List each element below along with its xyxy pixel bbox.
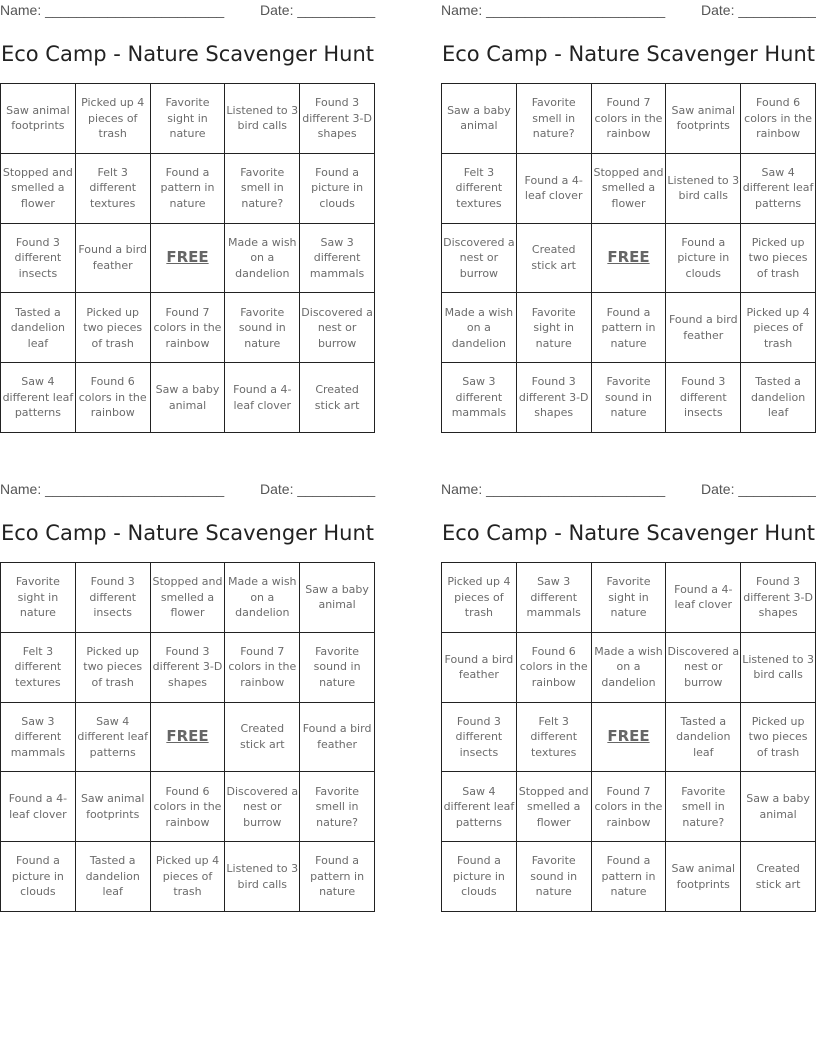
bingo-cell: Saw animal footprints xyxy=(666,842,741,912)
bingo-cell: Found a pattern in nature xyxy=(592,293,667,363)
bingo-cell: Favorite smell in nature? xyxy=(300,772,375,842)
bingo-cell: Stopped and smelled a flower xyxy=(592,154,667,224)
bingo-cell: Found 7 colors in the rainbow xyxy=(592,84,667,154)
bingo-cell: Saw 4 different leaf patterns xyxy=(76,703,151,773)
bingo-cell: Favorite sight in nature xyxy=(517,293,592,363)
bingo-cell: Picked up 4 pieces of trash xyxy=(151,842,226,912)
bingo-cell: Found a picture in clouds xyxy=(666,224,741,294)
card-header xyxy=(0,479,375,501)
bingo-cell: Found 3 different 3-D shapes xyxy=(517,363,592,433)
bingo-cell: Favorite sound in nature xyxy=(300,633,375,703)
bingo-cell: Picked up 4 pieces of trash xyxy=(741,293,816,363)
bingo-cell: Created stick art xyxy=(300,363,375,433)
bingo-card-4 xyxy=(441,479,816,919)
card-header xyxy=(441,479,816,501)
bingo-cell: Saw 3 different mammals xyxy=(517,563,592,633)
bingo-cell: Picked up two pieces of trash xyxy=(741,224,816,294)
bingo-cell: Favorite smell in nature? xyxy=(666,772,741,842)
bingo-cell: Saw 3 different mammals xyxy=(1,703,76,773)
date-field-label: Date: __________ xyxy=(260,481,376,497)
name-field-label: Name: _______________________ xyxy=(441,481,666,497)
card-title: Eco Camp - Nature Scavenger Hunt xyxy=(0,42,375,66)
bingo-cell: Tasted a dandelion leaf xyxy=(76,842,151,912)
card-title: Eco Camp - Nature Scavenger Hunt xyxy=(441,42,816,66)
bingo-cell: Listened to 3 bird calls xyxy=(225,84,300,154)
bingo-cell: Found a 4-leaf clover xyxy=(225,363,300,433)
bingo-cell: Felt 3 different textures xyxy=(517,703,592,773)
bingo-cell: Listened to 3 bird calls xyxy=(225,842,300,912)
bingo-grid xyxy=(441,562,816,912)
bingo-cell: Found 3 different 3-D shapes xyxy=(300,84,375,154)
bingo-cell: Saw 4 different leaf patterns xyxy=(442,772,517,842)
bingo-cell: Found 7 colors in the rainbow xyxy=(592,772,667,842)
bingo-cell: Picked up two pieces of trash xyxy=(741,703,816,773)
bingo-cell: Found 3 different 3-D shapes xyxy=(741,563,816,633)
bingo-cell: Found 6 colors in the rainbow xyxy=(76,363,151,433)
bingo-card-1 xyxy=(0,0,375,440)
bingo-cell: Tasted a dandelion leaf xyxy=(1,293,76,363)
bingo-cell: Felt 3 different textures xyxy=(76,154,151,224)
bingo-cell: Found a picture in clouds xyxy=(300,154,375,224)
bingo-cell: Found a 4-leaf clover xyxy=(517,154,592,224)
bingo-cell: Saw 4 different leaf patterns xyxy=(741,154,816,224)
bingo-cell: Made a wish on a dandelion xyxy=(442,293,517,363)
card-header xyxy=(0,0,375,22)
bingo-cell: Felt 3 different textures xyxy=(442,154,517,224)
bingo-cell: Stopped and smelled a flower xyxy=(1,154,76,224)
bingo-cell: Found 7 colors in the rainbow xyxy=(151,293,226,363)
bingo-cell: Saw 3 different mammals xyxy=(442,363,517,433)
bingo-cell: Favorite smell in nature? xyxy=(517,84,592,154)
free-space-cell: FREE xyxy=(592,703,667,773)
bingo-cell: Found 7 colors in the rainbow xyxy=(225,633,300,703)
bingo-cell: Listened to 3 bird calls xyxy=(741,633,816,703)
bingo-cell: Created stick art xyxy=(517,224,592,294)
bingo-cell: Picked up 4 pieces of trash xyxy=(442,563,517,633)
bingo-cell: Saw a baby animal xyxy=(151,363,226,433)
bingo-cell: Made a wish on a dandelion xyxy=(225,563,300,633)
bingo-cell: Found 6 colors in the rainbow xyxy=(151,772,226,842)
bingo-cell: Found a bird feather xyxy=(300,703,375,773)
bingo-cell: Found a pattern in nature xyxy=(592,842,667,912)
bingo-cell: Saw a baby animal xyxy=(442,84,517,154)
name-field-label: Name: _______________________ xyxy=(0,2,225,18)
bingo-cell: Found a pattern in nature xyxy=(151,154,226,224)
name-field-label: Name: _______________________ xyxy=(0,481,225,497)
bingo-cell: Found a pattern in nature xyxy=(300,842,375,912)
bingo-cell: Stopped and smelled a flower xyxy=(151,563,226,633)
bingo-cell: Made a wish on a dandelion xyxy=(592,633,667,703)
card-title: Eco Camp - Nature Scavenger Hunt xyxy=(441,521,816,545)
bingo-grid xyxy=(0,83,375,433)
bingo-card-2 xyxy=(441,0,816,440)
bingo-cell: Created stick art xyxy=(741,842,816,912)
bingo-cell: Found a bird feather xyxy=(76,224,151,294)
date-field-label: Date: __________ xyxy=(701,2,816,18)
bingo-cell: Discovered a nest or burrow xyxy=(225,772,300,842)
bingo-cell: Found 6 colors in the rainbow xyxy=(517,633,592,703)
bingo-cell: Stopped and smelled a flower xyxy=(517,772,592,842)
bingo-cell: Saw a baby animal xyxy=(300,563,375,633)
bingo-cell: Picked up two pieces of trash xyxy=(76,633,151,703)
bingo-cell: Saw animal footprints xyxy=(1,84,76,154)
bingo-cell: Found 6 colors in the rainbow xyxy=(741,84,816,154)
bingo-cell: Tasted a dandelion leaf xyxy=(741,363,816,433)
bingo-cell: Found 3 different 3-D shapes xyxy=(151,633,226,703)
bingo-cell: Saw 3 different mammals xyxy=(300,224,375,294)
bingo-cell: Picked up 4 pieces of trash xyxy=(76,84,151,154)
bingo-cell: Favorite sound in nature xyxy=(225,293,300,363)
free-space-cell: FREE xyxy=(592,224,667,294)
name-field-label: Name: _______________________ xyxy=(441,2,666,18)
bingo-cell: Found a picture in clouds xyxy=(1,842,76,912)
bingo-cell: Saw 4 different leaf patterns xyxy=(1,363,76,433)
free-space-cell: FREE xyxy=(151,703,226,773)
bingo-card-3 xyxy=(0,479,375,919)
bingo-cell: Found 3 different insects xyxy=(1,224,76,294)
bingo-cell: Discovered a nest or burrow xyxy=(300,293,375,363)
bingo-cell: Found a bird feather xyxy=(666,293,741,363)
bingo-cell: Favorite sound in nature xyxy=(592,363,667,433)
bingo-cell: Found a 4-leaf clover xyxy=(1,772,76,842)
card-header xyxy=(441,0,816,22)
bingo-grid xyxy=(0,562,375,912)
bingo-cell: Found a 4-leaf clover xyxy=(666,563,741,633)
bingo-cell: Discovered a nest or burrow xyxy=(442,224,517,294)
bingo-cell: Felt 3 different textures xyxy=(1,633,76,703)
bingo-cell: Found 3 different insects xyxy=(442,703,517,773)
bingo-cell: Saw animal footprints xyxy=(76,772,151,842)
date-field-label: Date: __________ xyxy=(701,481,816,497)
bingo-cell: Favorite sound in nature xyxy=(517,842,592,912)
bingo-cell: Created stick art xyxy=(225,703,300,773)
bingo-cell: Found 3 different insects xyxy=(76,563,151,633)
bingo-cell: Saw animal footprints xyxy=(666,84,741,154)
bingo-cell: Found a picture in clouds xyxy=(442,842,517,912)
bingo-cell: Favorite sight in nature xyxy=(1,563,76,633)
bingo-cell: Found a bird feather xyxy=(442,633,517,703)
bingo-cell: Favorite smell in nature? xyxy=(225,154,300,224)
bingo-grid xyxy=(441,83,816,433)
free-space-cell: FREE xyxy=(151,224,226,294)
bingo-cell: Saw a baby animal xyxy=(741,772,816,842)
bingo-cell: Made a wish on a dandelion xyxy=(225,224,300,294)
bingo-cell: Discovered a nest or burrow xyxy=(666,633,741,703)
bingo-cell: Favorite sight in nature xyxy=(592,563,667,633)
date-field-label: Date: __________ xyxy=(260,2,376,18)
bingo-cell: Picked up two pieces of trash xyxy=(76,293,151,363)
bingo-cell: Listened to 3 bird calls xyxy=(666,154,741,224)
bingo-cell: Tasted a dandelion leaf xyxy=(666,703,741,773)
bingo-cell: Found 3 different insects xyxy=(666,363,741,433)
bingo-cell: Favorite sight in nature xyxy=(151,84,226,154)
card-title: Eco Camp - Nature Scavenger Hunt xyxy=(0,521,375,545)
